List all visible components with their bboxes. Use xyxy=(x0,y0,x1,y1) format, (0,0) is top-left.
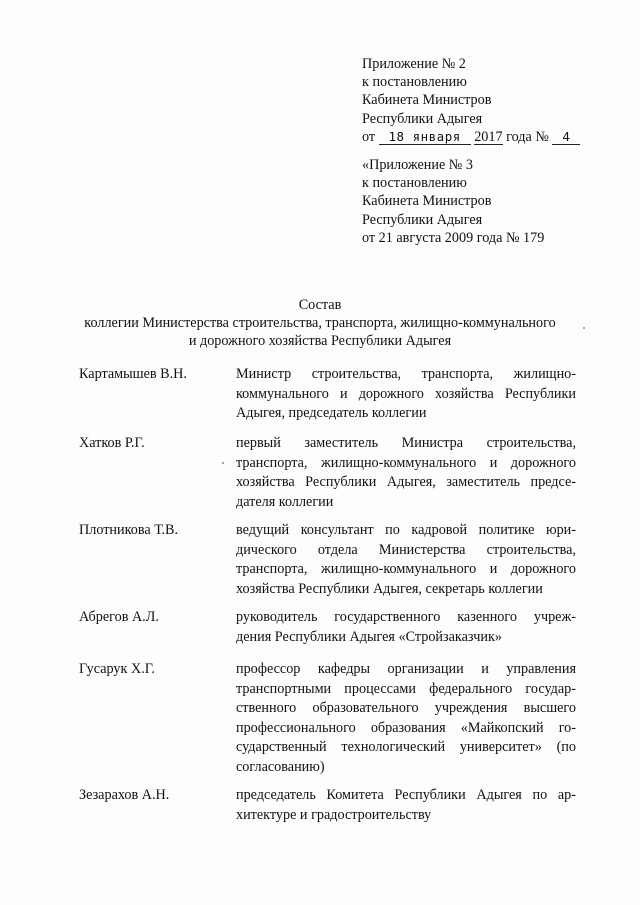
member-role-line: Министр строительства, транспорта, жилищно- xyxy=(236,366,576,382)
scan-speck xyxy=(222,462,224,464)
member-name: Хатков Р.Г. xyxy=(79,435,145,451)
member-name: Гусарук Х.Г. xyxy=(79,661,155,677)
original-date-line: от 21 августа 2009 года № 179 xyxy=(362,229,545,246)
member-role xyxy=(236,521,576,599)
member-role xyxy=(236,365,576,424)
member-role-line: профессор кафедры организации и управления xyxy=(236,661,576,677)
member-role-line: транспорта, жилищно-коммунального и дорожного xyxy=(236,561,576,577)
member-role-line: профессионального образования «Майкопский го- xyxy=(236,719,576,736)
member-role-line: дателя коллегии xyxy=(236,493,334,510)
member-role-line: дения Республики Адыгея «Стройзаказчик» xyxy=(236,628,502,645)
member-role-line: коммунального и дорожного хозяйства Республики xyxy=(236,385,576,402)
document-heading: Состав xyxy=(298,297,342,313)
document-subtitle-line-2: и дорожного хозяйства Республики Адыгея xyxy=(188,333,452,349)
member-role-line: Адыгея, председатель коллегии xyxy=(236,405,427,421)
member-role-line: хитектуре и градостроительству xyxy=(236,806,432,823)
member-role-line: согласованию) xyxy=(236,758,325,775)
appendix-resolution-line: к постановлению xyxy=(362,74,467,91)
year-value: 2017 xyxy=(474,128,503,145)
member-role-line: сударственный технологический университет» (по xyxy=(236,739,576,755)
original-appendix-title: «Приложение № 3 xyxy=(362,157,473,173)
member-role-line: хозяйства Республики Адыгея, секретарь коллегии xyxy=(236,580,543,597)
member-name: Абрегов А.Л. xyxy=(79,609,159,625)
member-role-line: транспорта, жилищно-коммунального и дорожного xyxy=(236,454,576,471)
appendix-republic-line: Республики Адыгея xyxy=(362,110,483,127)
member-role-line: первый заместитель Министра строительства, xyxy=(236,435,576,451)
member-role-line: транспортными процессами федерального государ- xyxy=(236,680,576,697)
original-resolution-line: к постановлению xyxy=(362,175,467,192)
appendix-cabinet-line: Кабинета Министров xyxy=(362,92,492,109)
year-suffix: года № xyxy=(506,128,549,145)
original-cabinet-line: Кабинета Министров xyxy=(362,193,492,210)
member-role-line: хозяйства Республики Адыгея, заместитель предсе- xyxy=(236,474,576,490)
member-role xyxy=(236,660,576,777)
member-role xyxy=(236,786,576,825)
scan-speck xyxy=(583,327,585,329)
member-role-line: ственного образовательного учреждения высшего xyxy=(236,700,576,716)
original-republic-line: Республики Адыгея xyxy=(362,211,483,228)
member-name: Картамышев В.Н. xyxy=(79,366,187,382)
handwritten-date: 18 января xyxy=(379,130,471,145)
appendix-header-new xyxy=(362,55,580,146)
member-role-line: ведущий консультант по кадровой политике юри- xyxy=(236,522,576,538)
appendix-date-line xyxy=(362,128,580,146)
member-role-line: председатель Комитета Республики Адыгея по ар- xyxy=(236,787,576,803)
member-role xyxy=(236,608,576,647)
member-role-line: руководитель государственного казенного учреж- xyxy=(236,609,576,625)
member-role-line: дического отдела Министерства строительства, xyxy=(236,541,576,558)
appendix-header-original xyxy=(362,156,544,247)
date-prefix: от xyxy=(362,128,376,145)
member-role xyxy=(236,434,576,512)
member-name: Плотникова Т.В. xyxy=(79,522,179,538)
appendix-title: Приложение № 2 xyxy=(362,56,466,72)
document-subtitle-line-1: коллегии Министерства строительства, транспорта, жилищно-коммунального xyxy=(84,315,556,331)
member-name: Зезарахов А.Н. xyxy=(79,787,170,803)
handwritten-number: 4 xyxy=(552,130,580,145)
